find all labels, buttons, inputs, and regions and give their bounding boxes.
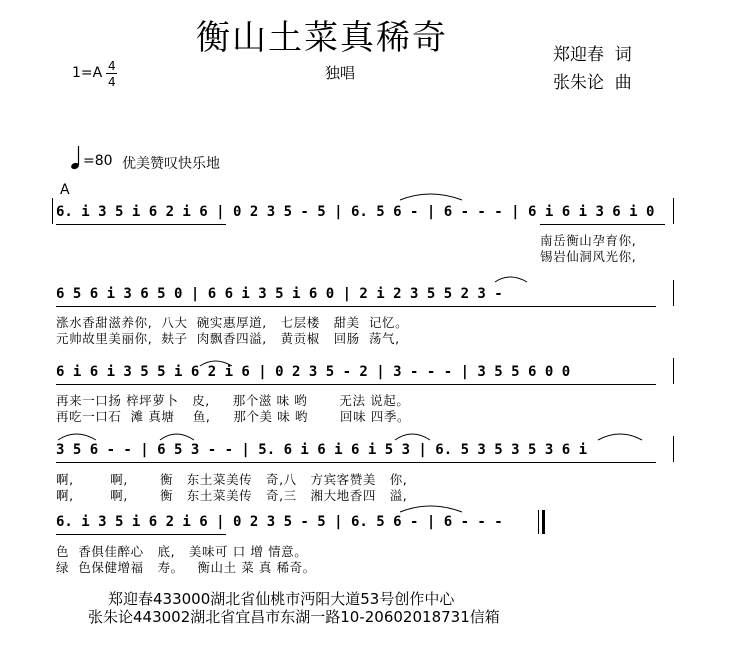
final-barline-thick bbox=[542, 510, 545, 534]
lyricist-address: 郑迎春433000湖北省仙桃市沔阳大道53号创作中心 bbox=[108, 590, 455, 608]
key-signature: 1=A bbox=[72, 65, 103, 81]
lyric-row-2-verse-2: 元帅故里美丽你, 麸子 肉飘香四溢, 黄贡椒 回肠 荡气, bbox=[56, 331, 400, 346]
lyric-row-1-verse-2: 锡岩仙洞风光你, bbox=[540, 249, 637, 264]
underline-beam bbox=[56, 534, 226, 535]
lyric-row-5-verse-2: 绿 色保健增福 寿。 衡山土 菜 真 稀奇。 bbox=[56, 560, 316, 575]
section-label: A bbox=[60, 182, 70, 198]
lyric-row-3-verse-1: 再来一口扬 梓坪萝卜 皮, 那个滋 味 哟 无法 说起。 bbox=[56, 393, 410, 408]
final-barline-thin bbox=[538, 510, 539, 534]
expression-marking: 优美赞叹快乐地 bbox=[122, 156, 220, 172]
composer-address: 张朱论443002湖北省宜昌市东湖一路10-20602018731信箱 bbox=[88, 608, 500, 626]
barline bbox=[52, 198, 53, 224]
notation-row-2: 6 5 6 i 3 6 5 0 | 6 6 i 3 5 i 6 0 | 2 i 2 3 5 5 2 3 - bbox=[56, 286, 503, 302]
lyricist-credit: 郑迎春 词 bbox=[553, 45, 632, 65]
barline bbox=[673, 280, 674, 306]
underline-beam bbox=[56, 384, 656, 385]
tempo-marking: =80 bbox=[83, 153, 113, 169]
composer-credit: 张朱论 曲 bbox=[553, 73, 632, 93]
lyric-row-3-verse-2: 再吃一口石 滩 真塘 鱼, 那个美 味 哟 回味 四季。 bbox=[56, 409, 411, 424]
time-signature-denominator: 4 bbox=[108, 75, 116, 89]
notation-row-4: 3 5 6 - - | 6 5 3 - - | 5. 6 i 6 i 6 i 5 3 | 6. 5 3 5 3 5 3 6 i bbox=[56, 442, 588, 458]
lyric-row-4-verse-1: 啊, 啊, 衡 东土菜美传 奇,八 方宾客赞美 你, bbox=[56, 472, 408, 487]
time-signature-numerator: 4 bbox=[108, 59, 116, 73]
underline-beam bbox=[540, 224, 665, 225]
lyric-row-4-verse-2: 啊, 啊, 衡 东土菜美传 奇,三 湘大地香四 溢, bbox=[56, 488, 408, 503]
lyric-row-2-verse-1: 涨水香甜滋养你, 八大 碗实惠厚道, 七层楼 甜美 记忆。 bbox=[56, 315, 409, 330]
notation-row-5: 6. i 3 5 i 6 2 i 6 | 0 2 3 5 - 5 | 6. 5 6 - | 6 - - - bbox=[56, 514, 503, 530]
song-title: 衡山土菜真稀奇 bbox=[196, 18, 448, 58]
barline bbox=[673, 358, 674, 384]
notation-row-3: 6 i 6 i 3 5 5 i 6 2 i 6 | 0 2 3 5 - 2 | 3 - - - | 3 5 5 6 0 0 bbox=[56, 364, 571, 380]
underline-beam bbox=[56, 306, 656, 307]
underline-beam bbox=[56, 224, 226, 225]
underline-beam bbox=[56, 462, 656, 463]
barline bbox=[673, 198, 674, 224]
lyric-row-1-verse-1: 南岳衡山孕育你, bbox=[540, 233, 637, 248]
notation-row-1: 6. i 3 5 i 6 2 i 6 | 0 2 3 5 - 5 | 6. 5 6 - | 6 - - - | 6 i 6 i 3 6 i 0 bbox=[56, 204, 655, 220]
lyric-row-5-verse-1: 色 香俱佳醉心 底, 美味可 口 增 情意。 bbox=[56, 544, 308, 559]
performance-type: 独唱 bbox=[325, 64, 356, 82]
barline bbox=[673, 436, 674, 462]
